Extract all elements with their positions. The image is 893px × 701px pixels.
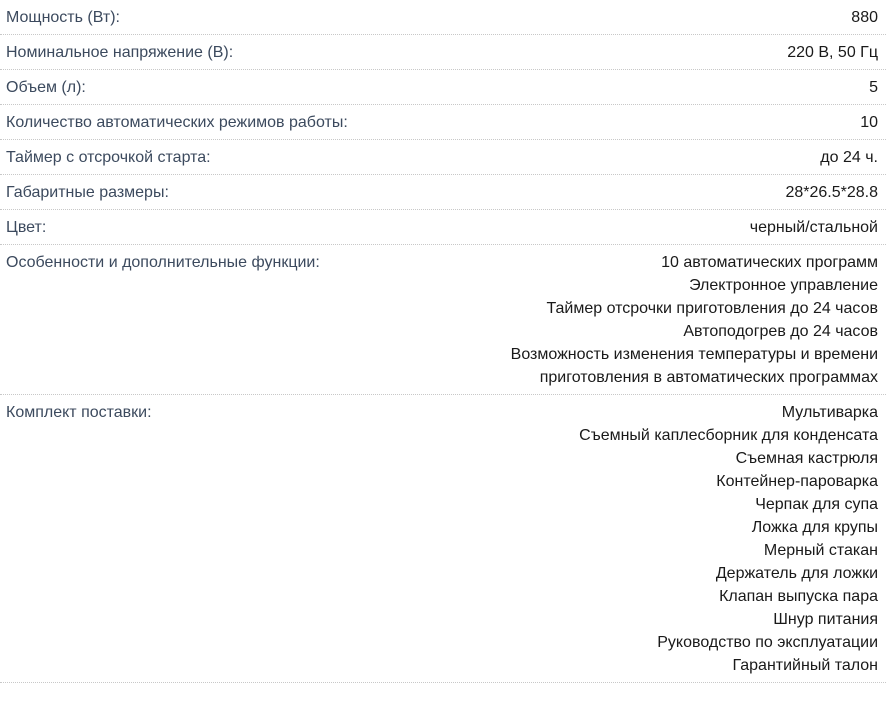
spec-value-line: 220 В, 50 Гц: [787, 44, 878, 61]
spec-value: [356, 251, 878, 389]
spec-value-line: Мультиварка: [781, 404, 878, 421]
spec-value-line: Ложка для крупы: [751, 519, 878, 536]
spec-label: Габаритные размеры:: [6, 184, 169, 201]
spec-value-line: Съемная кастрюля: [735, 450, 878, 467]
spec-value-line: приготовления в автоматических программах: [539, 369, 878, 386]
spec-label: Номинальное напряжение (В):: [6, 44, 234, 61]
spec-row-volume: [0, 70, 886, 105]
spec-value: [356, 181, 878, 204]
spec-value-line: 5: [869, 79, 878, 96]
spec-value-line: Шнур питания: [773, 611, 878, 628]
spec-value: [356, 76, 878, 99]
spec-row-dimensions: [0, 175, 886, 210]
spec-value-line: Руководство по эксплуатации: [657, 634, 878, 651]
spec-value-line: Черпак для супа: [755, 496, 878, 513]
spec-label: Комплект поставки:: [6, 404, 152, 421]
spec-value-line: Клапан выпуска пара: [719, 588, 878, 605]
spec-row-features: [0, 245, 886, 395]
spec-value-line: Контейнер-пароварка: [716, 473, 878, 490]
spec-value-line: Электронное управление: [689, 277, 878, 294]
spec-row-voltage: [0, 35, 886, 70]
spec-value-line: 10: [860, 114, 878, 131]
spec-value: [356, 216, 878, 239]
spec-row-timer: [0, 140, 886, 175]
spec-row-package: [0, 395, 886, 683]
spec-label: Объем (л):: [6, 79, 86, 96]
spec-value: [356, 146, 878, 169]
spec-row-modes: [0, 105, 886, 140]
spec-value-line: Автоподогрев до 24 часов: [683, 323, 878, 340]
spec-value-line: Гарантийный талон: [732, 657, 878, 674]
spec-value-line: черный/стальной: [749, 219, 878, 236]
spec-value-line: Мерный стакан: [763, 542, 878, 559]
spec-label: Мощность (Вт):: [6, 9, 120, 26]
spec-label: Таймер с отсрочкой старта:: [6, 149, 211, 166]
spec-value-line: 10 автоматических программ: [661, 254, 878, 271]
spec-value: [356, 6, 878, 29]
spec-value: [356, 41, 878, 64]
spec-value-line: Держатель для ложки: [715, 565, 878, 582]
spec-value-line: 880: [851, 9, 878, 26]
spec-label: Количество автоматических режимов работы:: [6, 114, 348, 131]
spec-value-line: до 24 ч.: [820, 149, 878, 166]
spec-value-line: 28*26.5*28.8: [785, 184, 878, 201]
spec-label: Цвет:: [6, 219, 47, 236]
spec-value-line: Съемный каплесборник для конденсата: [579, 427, 878, 444]
spec-label: Особенности и дополнительные функции:: [6, 254, 320, 271]
spec-value: [356, 111, 878, 134]
spec-value-line: Возможность изменения температуры и времени: [510, 346, 878, 363]
spec-row-color: [0, 210, 886, 245]
spec-row-power: [0, 0, 886, 35]
spec-value: [356, 401, 878, 677]
spec-value-line: Таймер отсрочки приготовления до 24 часов: [546, 300, 878, 317]
